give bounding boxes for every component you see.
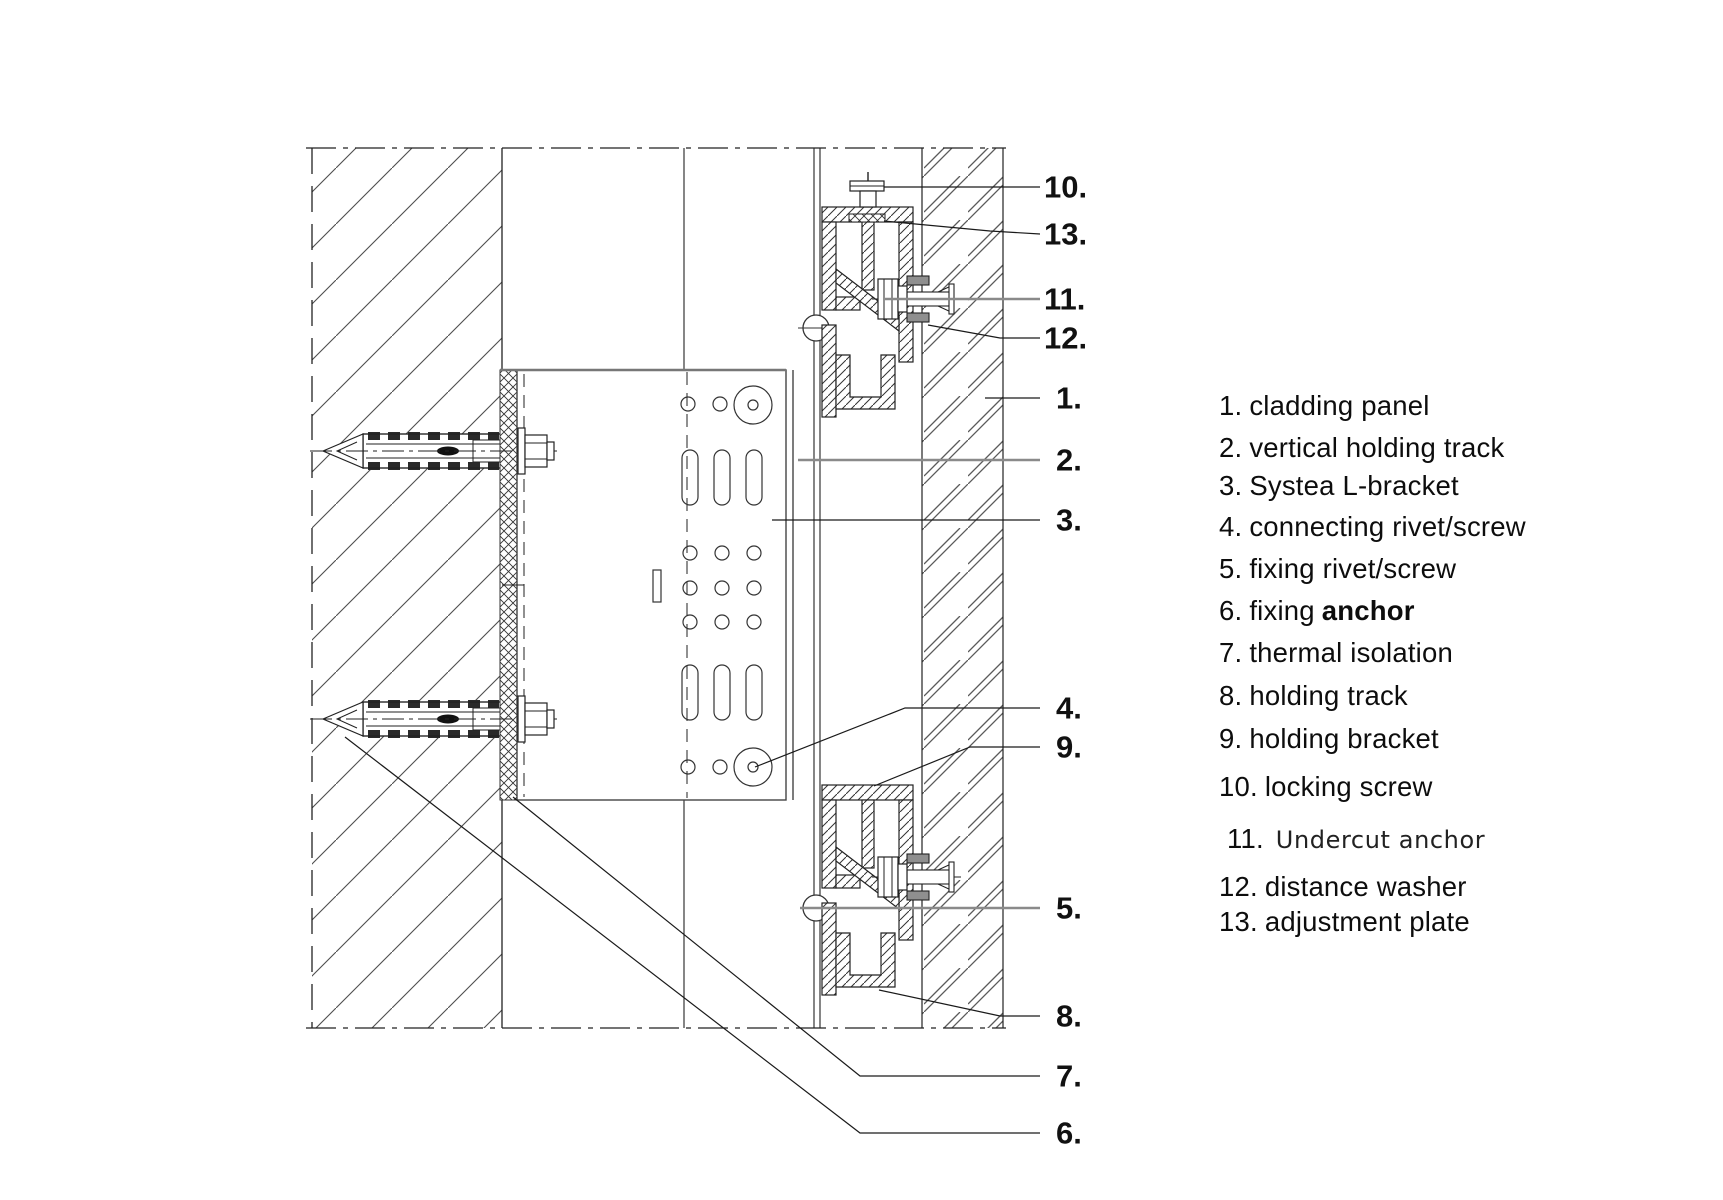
legend-number: 5. xyxy=(1219,553,1243,584)
legend-number: 8. xyxy=(1219,680,1243,711)
callout-2: 2. xyxy=(1056,442,1082,478)
legend-label: connecting rivet/screw xyxy=(1249,511,1526,542)
legend-number: 6. xyxy=(1219,595,1243,626)
load-bearing-wall xyxy=(312,148,502,1028)
legend-item-10 xyxy=(1219,771,1433,803)
legend-label: fixing xyxy=(1249,595,1315,626)
legend-item-9 xyxy=(1219,723,1439,755)
legend-item-4 xyxy=(1219,511,1526,543)
legend-number: 11. xyxy=(1227,823,1264,854)
legend-item-2 xyxy=(1219,432,1504,464)
legend-number: 4. xyxy=(1219,511,1243,542)
legend-label: fixing rivet/screw xyxy=(1249,553,1457,584)
callout-numbers xyxy=(1044,170,1087,1151)
legend-label: vertical holding track xyxy=(1249,432,1505,463)
callout-8: 8. xyxy=(1056,998,1082,1034)
legend-number: 13. xyxy=(1219,906,1258,937)
legend-number: 1. xyxy=(1219,390,1243,421)
legend-item-6 xyxy=(1219,595,1415,627)
callout-4: 4. xyxy=(1056,690,1082,726)
legend-number: 7. xyxy=(1219,637,1243,668)
legend-label: thermal isolation xyxy=(1249,637,1453,668)
legend-number: 2. xyxy=(1219,432,1243,463)
legend-item-3 xyxy=(1219,470,1459,502)
legend-label: Undercut anchor xyxy=(1275,826,1486,854)
legend-label: holding bracket xyxy=(1249,723,1439,754)
callout-9: 9. xyxy=(1056,729,1082,765)
legend-item-12 xyxy=(1219,871,1467,903)
callout-11: 11. xyxy=(1044,281,1086,317)
legend-item-7 xyxy=(1219,637,1453,669)
legend-item-5 xyxy=(1219,553,1456,585)
legend-label: holding track xyxy=(1249,680,1408,711)
legend-number: 9. xyxy=(1219,723,1243,754)
callout-1: 1. xyxy=(1056,380,1082,416)
callout-5: 5. xyxy=(1056,890,1082,926)
locking-screw xyxy=(850,172,884,207)
legend-item-1 xyxy=(1219,390,1430,422)
legend-number: 12. xyxy=(1219,871,1258,902)
callout-12: 12. xyxy=(1044,320,1088,356)
legend-label: locking screw xyxy=(1264,771,1433,802)
legend-label-bold: anchor xyxy=(1321,595,1415,626)
legend-item-11 xyxy=(1219,823,1485,855)
legend-number: 10. xyxy=(1219,771,1258,802)
legend xyxy=(1219,0,1679,1200)
adjustment-plate xyxy=(849,214,885,222)
callout-13: 13. xyxy=(1044,216,1088,252)
legend-label: Systea L-bracket xyxy=(1249,470,1459,501)
callout-6: 6. xyxy=(1056,1115,1082,1151)
legend-item-13 xyxy=(1219,906,1470,938)
callout-10: 10. xyxy=(1044,169,1088,205)
legend-label: distance washer xyxy=(1264,871,1467,902)
legend-label: adjustment plate xyxy=(1264,906,1470,937)
legend-label: cladding panel xyxy=(1249,390,1430,421)
cladding-panel xyxy=(922,148,1003,1028)
callout-3: 3. xyxy=(1056,502,1082,538)
legend-number: 3. xyxy=(1219,470,1243,501)
callout-7: 7. xyxy=(1056,1058,1082,1094)
legend-item-8 xyxy=(1219,680,1408,712)
